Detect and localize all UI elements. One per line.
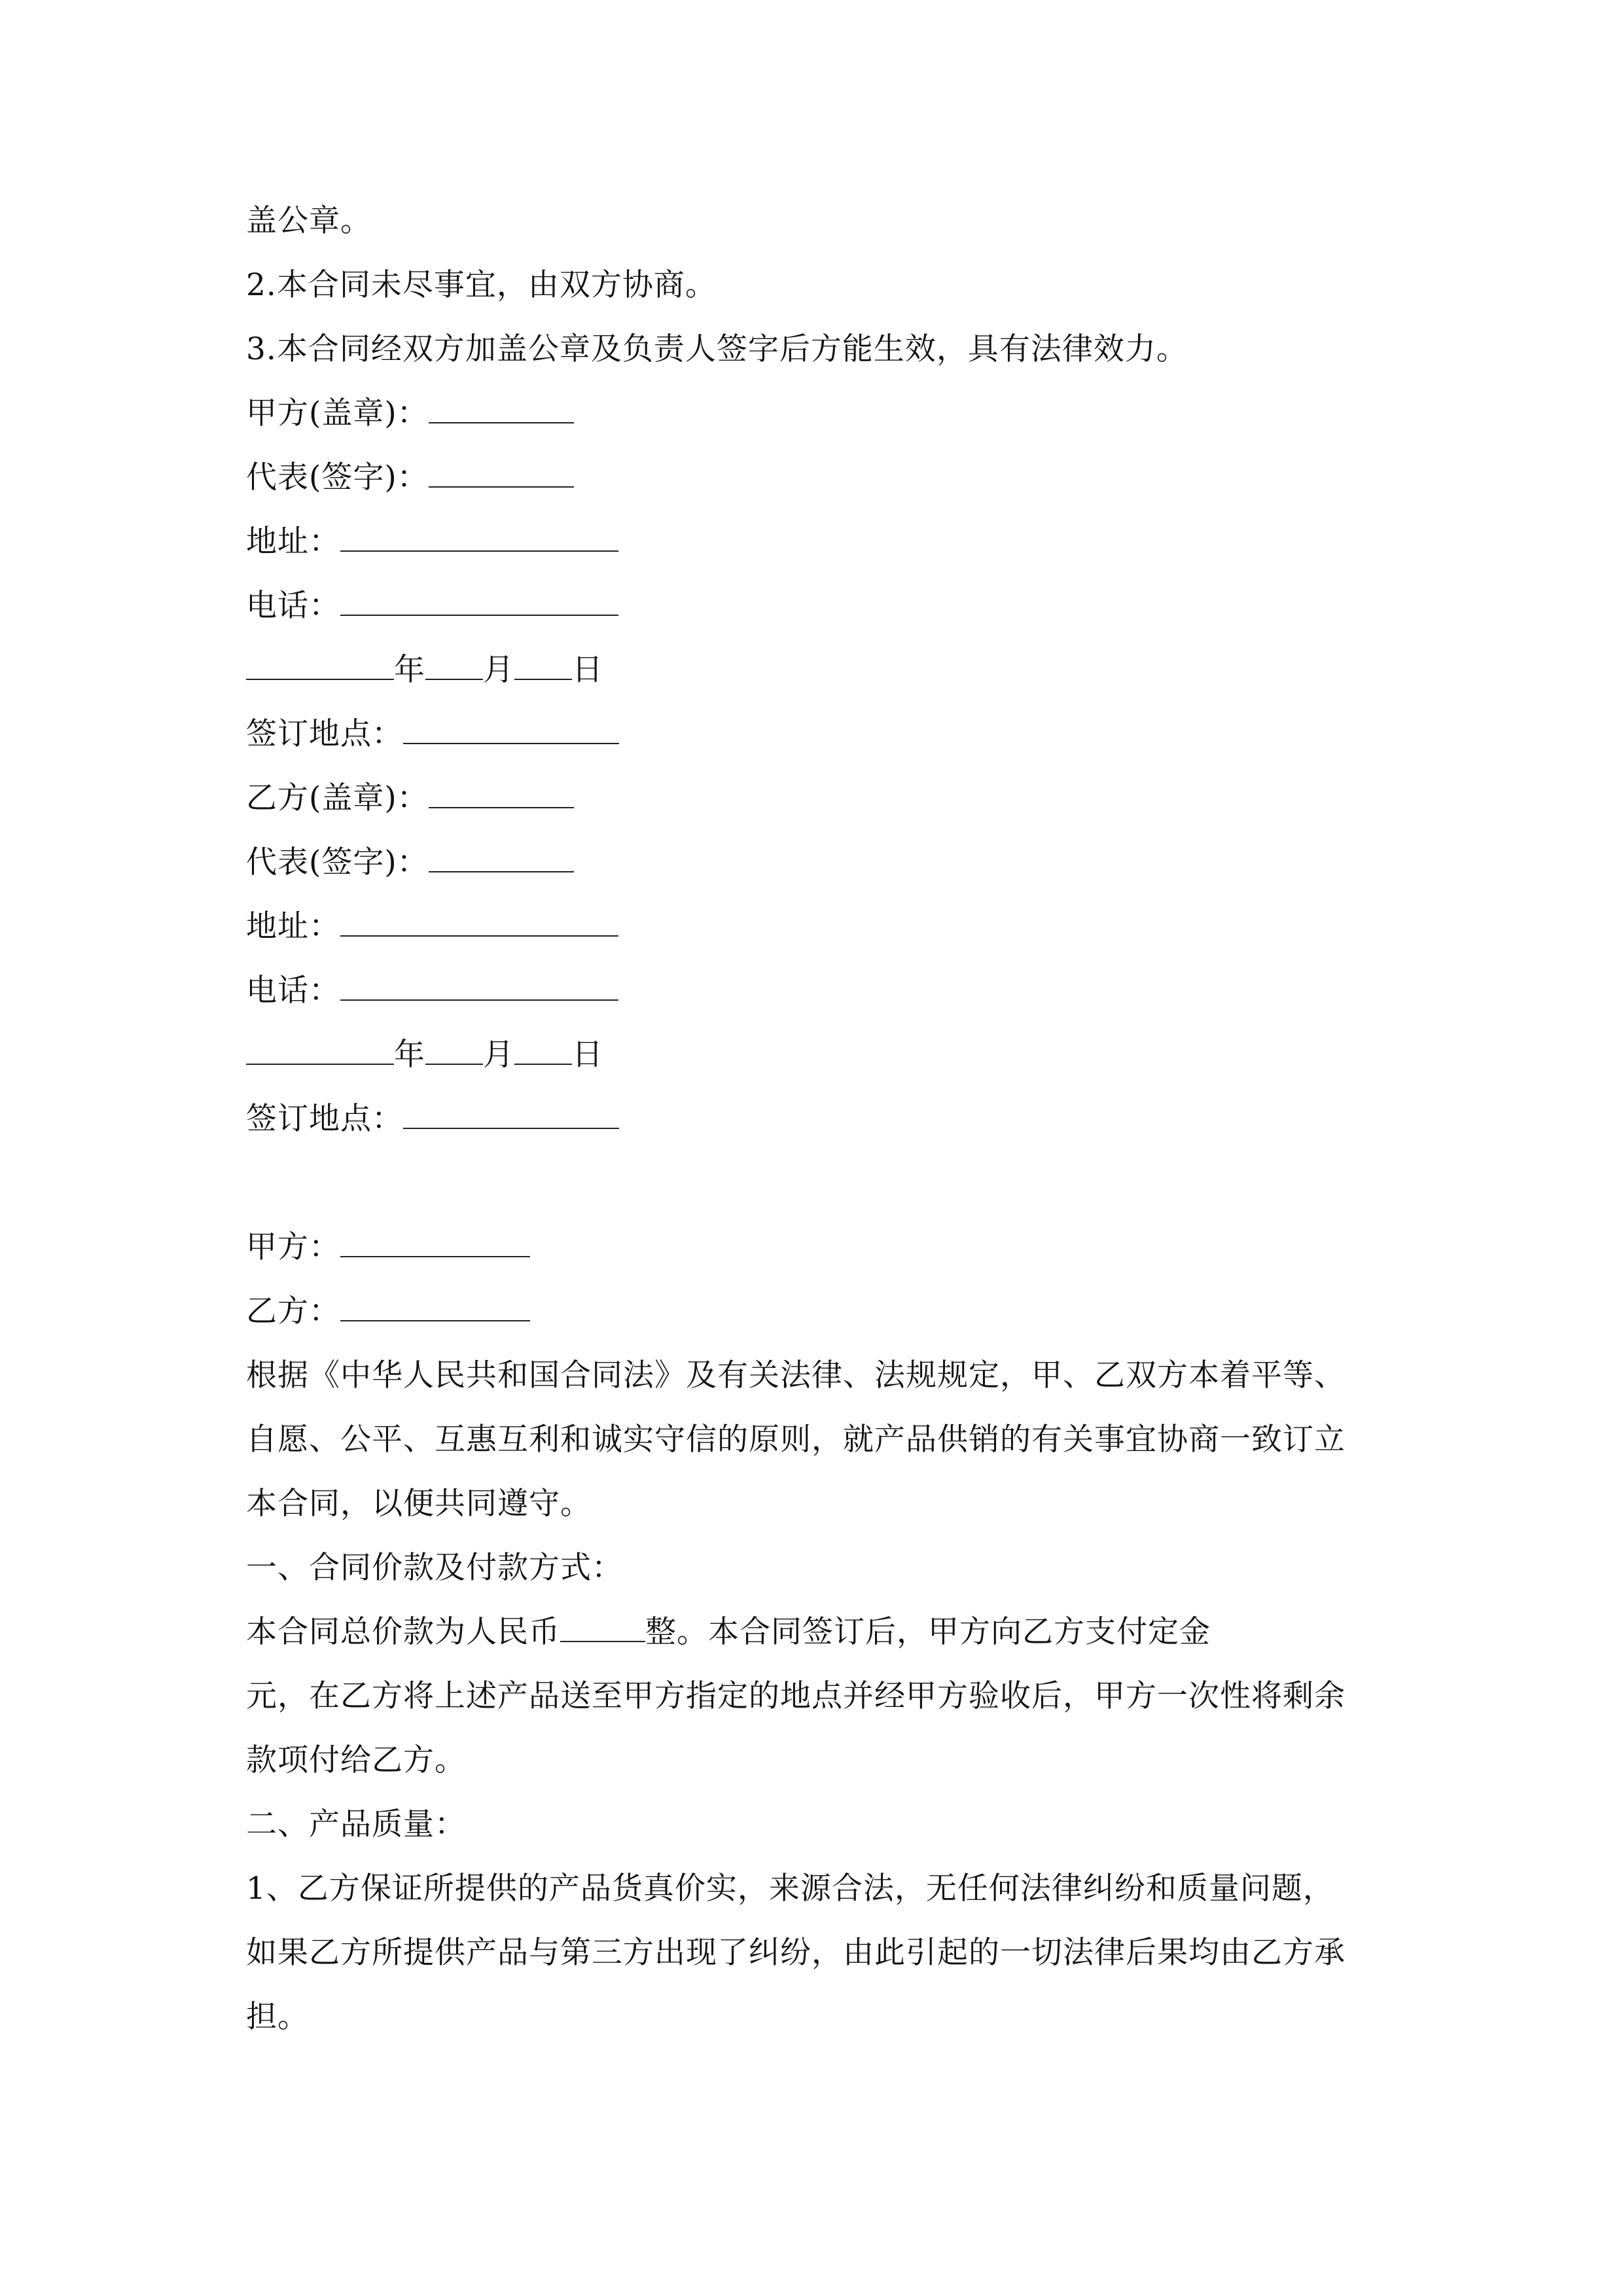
party-a-rep-line — [246, 458, 574, 497]
text-line: 3.本合同经双方加盖公章及负责人签字后方能生效，具有法律效力。 — [246, 331, 1188, 367]
year-label: 年 — [394, 1037, 425, 1073]
label: 乙方： — [246, 1293, 340, 1329]
fill-blank — [429, 844, 574, 872]
preamble-line: 本合同，以便共同遵守。 — [246, 1486, 592, 1522]
fill-blank — [425, 651, 483, 680]
fill-blank — [514, 1036, 572, 1065]
text-line: 担。 — [246, 1999, 309, 2035]
payment-line — [246, 1613, 1211, 1652]
party-b-date-line — [246, 1035, 603, 1075]
party-b-rep-line — [246, 843, 574, 882]
label: 地址： — [246, 524, 340, 560]
section-title: 二、产品质量： — [246, 1806, 466, 1842]
fill-blank — [429, 395, 574, 423]
text-line: 款项付给乙方。 — [246, 1742, 466, 1778]
label: 地址： — [246, 908, 340, 944]
fill-blank — [429, 780, 574, 808]
party-b-seal-line — [246, 779, 574, 818]
party-b-address-line — [246, 907, 618, 946]
text-line: 1、乙方保证所提供的产品货真价实，来源合法，无任何法律纠纷和质量问题， — [246, 1871, 1334, 1907]
fill-blank — [425, 1036, 483, 1065]
fill-blank — [340, 587, 618, 616]
label: 乙方(盖章)： — [246, 780, 429, 816]
year-label: 年 — [394, 652, 425, 688]
label: 甲方(盖章)： — [246, 395, 429, 431]
fill-blank — [246, 1036, 394, 1065]
label: 代表(签字)： — [246, 459, 429, 495]
fill-blank — [560, 1613, 645, 1642]
text-line: 2.本合同未尽事宜，由双方协商。 — [246, 267, 717, 303]
fill-blank — [340, 523, 618, 552]
label: 电话： — [246, 973, 340, 1009]
fill-blank — [340, 908, 618, 937]
day-label: 日 — [572, 652, 603, 688]
text-line: 盖公章。 — [246, 203, 372, 239]
contract-party-b-line — [246, 1292, 530, 1331]
preamble-line: 自愿、公平、互惠互利和诚实守信的原则，就产品供销的有关事宜协商一致订立 — [246, 1422, 1346, 1458]
party-a-place-line — [246, 715, 619, 754]
contract-party-a-line — [246, 1228, 530, 1267]
fill-blank — [340, 972, 618, 1001]
fill-blank — [246, 651, 394, 680]
month-label: 月 — [483, 1037, 514, 1073]
text-line: 如果乙方所提供产品与第三方出现了纠纷，由此引起的一切法律后果均由乙方承 — [246, 1935, 1346, 1971]
section-title: 一、合同价款及付款方式： — [246, 1550, 623, 1586]
label: 签订地点： — [246, 1101, 403, 1137]
fill-blank — [403, 1100, 619, 1129]
text-line: 元，在乙方将上述产品送至甲方指定的地点并经甲方验收后，甲方一次性将剩余 — [246, 1678, 1346, 1714]
party-b-phone-line — [246, 971, 618, 1011]
party-a-seal-line — [246, 394, 574, 433]
day-label: 日 — [572, 1037, 603, 1073]
label: 甲方： — [246, 1229, 340, 1265]
label: 签订地点： — [246, 716, 403, 752]
preamble-line: 根据《中华人民共和国合同法》及有关法律、法规规定，甲、乙双方本着平等、 — [246, 1357, 1346, 1393]
fill-blank — [340, 1293, 530, 1321]
fill-blank — [429, 459, 574, 488]
label: 电话： — [246, 588, 340, 624]
month-label: 月 — [483, 652, 514, 688]
fill-blank — [340, 1229, 530, 1257]
party-a-date-line — [246, 651, 603, 690]
text: 整。本合同签订后，甲方向乙方支付定金 — [645, 1614, 1211, 1650]
party-a-address-line — [246, 522, 618, 562]
text: 本合同总价款为人民币 — [246, 1614, 560, 1650]
fill-blank — [403, 715, 619, 744]
fill-blank — [514, 651, 572, 680]
label: 代表(签字)： — [246, 844, 429, 880]
party-a-phone-line — [246, 586, 618, 626]
party-b-place-line — [246, 1100, 619, 1139]
